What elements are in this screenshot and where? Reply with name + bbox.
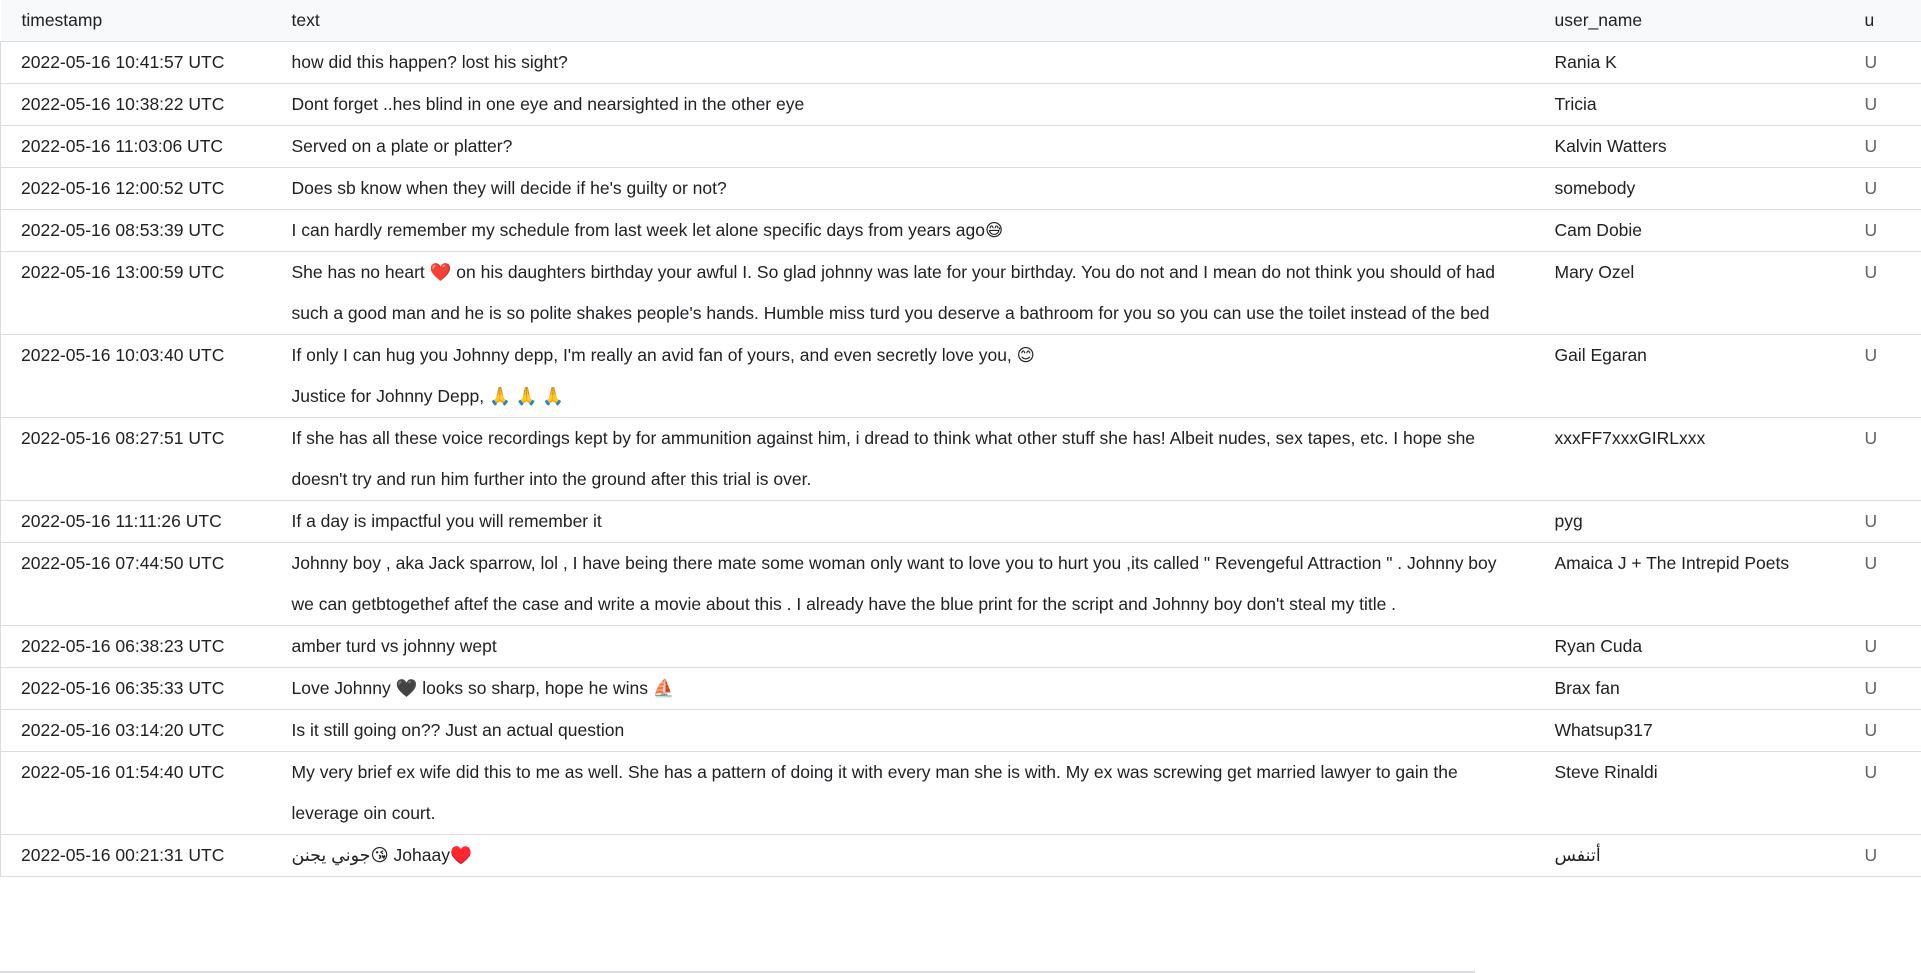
- cell-user-name[interactable]: xxxFF7xxxGIRLxxx: [1535, 417, 1859, 500]
- cell-next-column[interactable]: U: [1859, 500, 1921, 542]
- table-row[interactable]: [1, 125, 1921, 167]
- cell-text[interactable]: how did this happen? lost his sight?: [271, 41, 1535, 83]
- cell-user-name[interactable]: Rania K: [1535, 41, 1859, 83]
- cell-next-column[interactable]: U: [1859, 542, 1921, 625]
- cell-next-column[interactable]: U: [1859, 709, 1921, 751]
- cell-text[interactable]: Does sb know when they will decide if he's guilty or not?: [271, 167, 1535, 209]
- cell-user-name[interactable]: somebody: [1535, 167, 1859, 209]
- cell-text[interactable]: If a day is impactful you will remember it: [271, 500, 1535, 542]
- cell-user-name[interactable]: pyg: [1535, 500, 1859, 542]
- cell-user-name[interactable]: Tricia: [1535, 83, 1859, 125]
- table-row[interactable]: [1, 334, 1921, 417]
- cell-next-column[interactable]: U: [1859, 251, 1921, 334]
- cell-timestamp[interactable]: 2022-05-16 11:11:26 UTC: [1, 500, 271, 542]
- cell-next-column[interactable]: U: [1859, 667, 1921, 709]
- cell-user-name[interactable]: Kalvin Watters: [1535, 125, 1859, 167]
- cell-next-column[interactable]: U: [1859, 834, 1921, 876]
- cell-user-name[interactable]: Mary Ozel: [1535, 251, 1859, 334]
- cell-user-name[interactable]: Ryan Cuda: [1535, 625, 1859, 667]
- cell-text[interactable]: Served on a plate or platter?: [271, 125, 1535, 167]
- cell-next-column[interactable]: U: [1859, 125, 1921, 167]
- cell-user-name[interactable]: أتنفس: [1535, 834, 1859, 876]
- table-row[interactable]: [1, 500, 1921, 542]
- cell-timestamp[interactable]: 2022-05-16 06:35:33 UTC: [1, 667, 271, 709]
- cell-timestamp[interactable]: 2022-05-16 00:21:31 UTC: [1, 834, 271, 876]
- cell-user-name[interactable]: Steve Rinaldi: [1535, 751, 1859, 834]
- cell-text[interactable]: I can hardly remember my schedule from last week let alone specific days from years ago😅: [271, 209, 1535, 251]
- cell-timestamp[interactable]: 2022-05-16 10:41:57 UTC: [1, 41, 271, 83]
- cell-next-column[interactable]: U: [1859, 417, 1921, 500]
- cell-text[interactable]: amber turd vs johnny wept: [271, 625, 1535, 667]
- cell-text[interactable]: Is it still going on?? Just an actual question: [271, 709, 1535, 751]
- cell-timestamp[interactable]: 2022-05-16 12:00:52 UTC: [1, 167, 271, 209]
- cell-user-name[interactable]: Whatsup317: [1535, 709, 1859, 751]
- cell-text[interactable]: If only I can hug you Johnny depp, I'm really an avid fan of yours, and even secretly love you, 😊 Justice for Johnny Depp, 🙏 🙏 🙏: [271, 334, 1535, 417]
- cell-user-name[interactable]: Brax fan: [1535, 667, 1859, 709]
- cell-timestamp[interactable]: 2022-05-16 08:27:51 UTC: [1, 417, 271, 500]
- cell-timestamp[interactable]: 2022-05-16 10:03:40 UTC: [1, 334, 271, 417]
- column-header-next[interactable]: u: [1859, 0, 1921, 41]
- table-body: [1, 41, 1921, 876]
- cell-text[interactable]: My very brief ex wife did this to me as well. She has a pattern of doing it with every man she is with. My ex was screwing get married lawyer to gain the leverage oin court.: [271, 751, 1535, 834]
- table-row[interactable]: [1, 834, 1921, 876]
- header-row: [1, 0, 1921, 41]
- cell-text[interactable]: She has no heart ❤️ on his daughters birthday your awful I. So glad johnny was late for your birthday. You do not and I mean do not think you should of had such a good man and he is so polite shakes people's hands. Humble miss turd you deserve a bathroom for you so you can use the toilet instead of the bed: [271, 251, 1535, 334]
- column-header-text[interactable]: text: [271, 0, 1535, 41]
- table-row[interactable]: [1, 709, 1921, 751]
- table-header: [1, 0, 1921, 41]
- cell-next-column[interactable]: U: [1859, 751, 1921, 834]
- table-row[interactable]: [1, 209, 1921, 251]
- cell-user-name[interactable]: Cam Dobie: [1535, 209, 1859, 251]
- cell-next-column[interactable]: U: [1859, 167, 1921, 209]
- table-row[interactable]: [1, 625, 1921, 667]
- cell-timestamp[interactable]: 2022-05-16 13:00:59 UTC: [1, 251, 271, 334]
- column-header-timestamp[interactable]: timestamp: [1, 0, 271, 41]
- cell-next-column[interactable]: U: [1859, 625, 1921, 667]
- table-row[interactable]: [1, 542, 1921, 625]
- cell-text[interactable]: Johnny boy , aka Jack sparrow, lol , I have being there mate some woman only want to love you to hurt you ,its called " Revengeful Attraction " . Johnny boy we can getbtogethef aftef the case and write a movie about this . I already have the blue print for the script and Johnny boy don't steal my title .: [271, 542, 1535, 625]
- cell-next-column[interactable]: U: [1859, 334, 1921, 417]
- cell-timestamp[interactable]: 2022-05-16 10:38:22 UTC: [1, 83, 271, 125]
- table-row[interactable]: [1, 417, 1921, 500]
- cell-user-name[interactable]: Gail Egaran: [1535, 334, 1859, 417]
- table-row[interactable]: [1, 251, 1921, 334]
- cell-timestamp[interactable]: 2022-05-16 11:03:06 UTC: [1, 125, 271, 167]
- cell-text[interactable]: Dont forget ..hes blind in one eye and nearsighted in the other eye: [271, 83, 1535, 125]
- column-header-user-name[interactable]: user_name: [1535, 0, 1859, 41]
- table-row[interactable]: [1, 751, 1921, 834]
- cell-next-column[interactable]: U: [1859, 41, 1921, 83]
- cell-timestamp[interactable]: 2022-05-16 03:14:20 UTC: [1, 709, 271, 751]
- cell-user-name[interactable]: Amaica J + The Intrepid Poets: [1535, 542, 1859, 625]
- table-row[interactable]: [1, 667, 1921, 709]
- table-row[interactable]: [1, 41, 1921, 83]
- table-row[interactable]: [1, 167, 1921, 209]
- table-row[interactable]: [1, 83, 1921, 125]
- cell-text[interactable]: جوني يجنن😘 Johaay♥️: [271, 834, 1535, 876]
- cell-next-column[interactable]: U: [1859, 83, 1921, 125]
- cell-text[interactable]: Love Johnny 🖤 looks so sharp, hope he wins ⛵: [271, 667, 1535, 709]
- cell-timestamp[interactable]: 2022-05-16 01:54:40 UTC: [1, 751, 271, 834]
- cell-timestamp[interactable]: 2022-05-16 06:38:23 UTC: [1, 625, 271, 667]
- cell-timestamp[interactable]: 2022-05-16 08:53:39 UTC: [1, 209, 271, 251]
- cell-timestamp[interactable]: 2022-05-16 07:44:50 UTC: [1, 542, 271, 625]
- cell-text[interactable]: If she has all these voice recordings kept by for ammunition against him, i dread to think what other stuff she has! Albeit nudes, sex tapes, etc. I hope she doesn't try and run him further into the ground after this trial is over.: [271, 417, 1535, 500]
- cell-next-column[interactable]: U: [1859, 209, 1921, 251]
